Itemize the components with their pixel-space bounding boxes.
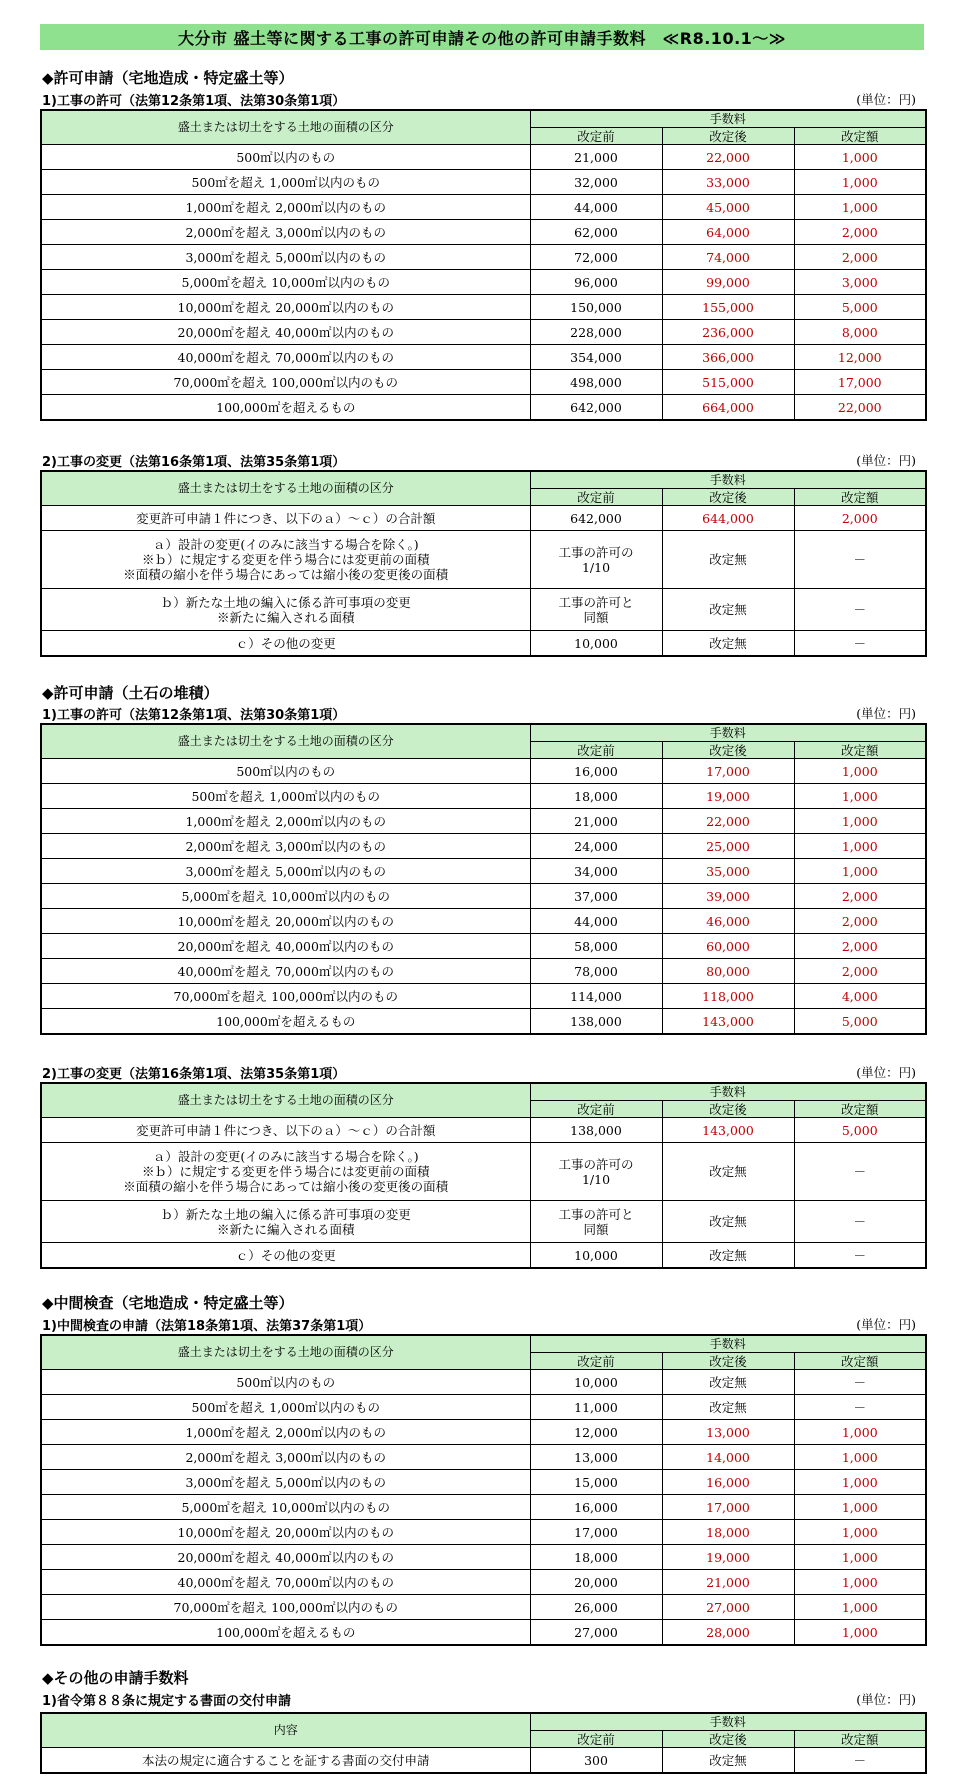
value-diff: 1,000 [794, 859, 926, 884]
table-row [41, 320, 926, 345]
value-diff: － [794, 531, 926, 589]
table-row [41, 1595, 926, 1620]
value-after: 143,000 [662, 1118, 794, 1143]
value-diff: 1,000 [794, 1595, 926, 1620]
value-diff: 1,000 [794, 1570, 926, 1595]
row-label: 70,000㎡を超え 100,000㎡以内のもの [41, 984, 530, 1009]
value-before: 96,000 [530, 270, 662, 295]
value-before: 16,000 [530, 1495, 662, 1520]
table-row [41, 984, 926, 1009]
value-after: 25,000 [662, 834, 794, 859]
value-before: 21,000 [530, 809, 662, 834]
row-label: 1,000㎡を超え 2,000㎡以内のもの [41, 1420, 530, 1445]
value-diff: 1,000 [794, 809, 926, 834]
value-diff: 17,000 [794, 370, 926, 395]
row-label: ａ）設計の変更(イのみに該当する場合を除く。) ※ｂ）に規定する変更を伴う場合には変更前の面積 ※面積の縮小を伴う場合にあっては縮小後の変更後の面積 [41, 531, 530, 589]
value-after: 143,000 [662, 1009, 794, 1035]
table-row [41, 959, 926, 984]
row-label: 1,000㎡を超え 2,000㎡以内のもの [41, 809, 530, 834]
value-after: 33,000 [662, 170, 794, 195]
table-row [41, 1495, 926, 1520]
table-row [41, 859, 926, 884]
value-diff: 1,000 [794, 195, 926, 220]
value-before: 18,000 [530, 784, 662, 809]
table-row [41, 589, 926, 631]
header-after: 改定後 [662, 1353, 794, 1370]
table-row [41, 934, 926, 959]
value-before: 72,000 [530, 245, 662, 270]
row-label: 100,000㎡を超えるもの [41, 1620, 530, 1646]
header-before: 改定前 [530, 1731, 662, 1748]
value-after: 改定無 [662, 1143, 794, 1201]
fee-table-permit-soil [40, 723, 927, 1035]
table-row [41, 1009, 926, 1035]
value-diff: 5,000 [794, 295, 926, 320]
value-before: 工事の許可の 1/10 [530, 1143, 662, 1201]
value-after: 改定無 [662, 631, 794, 657]
table-row [41, 220, 926, 245]
value-after: 27,000 [662, 1595, 794, 1620]
value-after: 改定無 [662, 1748, 794, 1774]
value-diff: 1,000 [794, 1420, 926, 1445]
value-after: 改定無 [662, 1201, 794, 1243]
table-row [41, 784, 926, 809]
value-diff: 5,000 [794, 1118, 926, 1143]
header-after: 改定後 [662, 489, 794, 506]
value-after: 118,000 [662, 984, 794, 1009]
value-before: 32,000 [530, 170, 662, 195]
value-before: 138,000 [530, 1009, 662, 1035]
table-row [41, 245, 926, 270]
table-row [41, 1201, 926, 1243]
value-after: 80,000 [662, 959, 794, 984]
value-after: 74,000 [662, 245, 794, 270]
table-row [41, 1370, 926, 1395]
value-after: 22,000 [662, 809, 794, 834]
header-diff: 改定額 [794, 1731, 926, 1748]
value-diff: 1,000 [794, 1520, 926, 1545]
row-label: 40,000㎡を超え 70,000㎡以内のもの [41, 1570, 530, 1595]
value-after: 改定無 [662, 1395, 794, 1420]
unit-label: (単位：円) [856, 92, 916, 107]
header-fee: 手数料 [530, 724, 926, 742]
row-label: 2,000㎡を超え 3,000㎡以内のもの [41, 1445, 530, 1470]
header-after: 改定後 [662, 742, 794, 759]
header-after: 改定後 [662, 1731, 794, 1748]
table-row [41, 1395, 926, 1420]
row-label: 500㎡以内のもの [41, 759, 530, 784]
value-before: 44,000 [530, 195, 662, 220]
table-row [41, 370, 926, 395]
row-label: 40,000㎡を超え 70,000㎡以内のもの [41, 959, 530, 984]
value-diff: － [794, 1243, 926, 1269]
value-before: 18,000 [530, 1545, 662, 1570]
table-row [41, 145, 926, 170]
header-before: 改定前 [530, 1101, 662, 1118]
row-label: 5,000㎡を超え 10,000㎡以内のもの [41, 884, 530, 909]
unit-label: (単位：円) [856, 1317, 916, 1332]
fee-table-change-land [40, 470, 927, 657]
header-diff: 改定額 [794, 128, 926, 145]
value-before: 58,000 [530, 934, 662, 959]
header-fee: 手数料 [530, 1335, 926, 1353]
value-diff: 22,000 [794, 395, 926, 421]
table-row [41, 909, 926, 934]
value-diff: 2,000 [794, 506, 926, 531]
row-label: 変更許可申請１件につき、以下のａ）～ｃ）の合計額 [41, 1118, 530, 1143]
table-row [41, 270, 926, 295]
value-after: 16,000 [662, 1470, 794, 1495]
value-after: 35,000 [662, 859, 794, 884]
row-label: 本法の規定に適合することを証する書面の交付申請 [41, 1748, 530, 1774]
value-before: 300 [530, 1748, 662, 1774]
fee-table-inspection [40, 1334, 927, 1646]
header-area: 盛土または切土をする土地の面積の区分 [41, 1335, 530, 1370]
row-label: 5,000㎡を超え 10,000㎡以内のもの [41, 1495, 530, 1520]
subheading-document-issuance: 1)省令第８８条に規定する書面の交付申請 [42, 1694, 291, 1709]
value-before: 13,000 [530, 1445, 662, 1470]
section-heading-permit-land: ◆許可申請（宅地造成・特定盛土等） [42, 69, 294, 87]
header-diff: 改定額 [794, 742, 926, 759]
row-label: 5,000㎡を超え 10,000㎡以内のもの [41, 270, 530, 295]
header-fee: 手数料 [530, 1083, 926, 1101]
table-row [41, 1570, 926, 1595]
value-before: 498,000 [530, 370, 662, 395]
value-diff: 5,000 [794, 1009, 926, 1035]
row-label: ｂ）新たな土地の編入に係る許可事項の変更 ※新たに編入される面積 [41, 589, 530, 631]
table-row [41, 631, 926, 657]
header-area: 盛土または切土をする土地の面積の区分 [41, 724, 530, 759]
value-diff: － [794, 1748, 926, 1774]
value-diff: 1,000 [794, 170, 926, 195]
header-before: 改定前 [530, 128, 662, 145]
row-label: 2,000㎡を超え 3,000㎡以内のもの [41, 834, 530, 859]
header-fee: 手数料 [530, 1713, 926, 1731]
value-before: 10,000 [530, 631, 662, 657]
value-before: 24,000 [530, 834, 662, 859]
row-label: 20,000㎡を超え 40,000㎡以内のもの [41, 1545, 530, 1570]
value-after: 366,000 [662, 345, 794, 370]
row-label: 10,000㎡を超え 20,000㎡以内のもの [41, 909, 530, 934]
value-after: 64,000 [662, 220, 794, 245]
value-after: 515,000 [662, 370, 794, 395]
row-label: 40,000㎡を超え 70,000㎡以内のもの [41, 345, 530, 370]
row-label: 100,000㎡を超えるもの [41, 1009, 530, 1035]
value-after: 45,000 [662, 195, 794, 220]
table-row [41, 195, 926, 220]
row-label: 2,000㎡を超え 3,000㎡以内のもの [41, 220, 530, 245]
value-before: 150,000 [530, 295, 662, 320]
value-before: 44,000 [530, 909, 662, 934]
value-after: 改定無 [662, 1370, 794, 1395]
value-diff: 2,000 [794, 934, 926, 959]
value-diff: － [794, 1143, 926, 1201]
value-after: 19,000 [662, 1545, 794, 1570]
header-diff: 改定額 [794, 1353, 926, 1370]
value-after: 28,000 [662, 1620, 794, 1646]
unit-label: (単位：円) [856, 1692, 916, 1707]
value-before: 15,000 [530, 1470, 662, 1495]
row-label: ａ）設計の変更(イのみに該当する場合を除く。) ※ｂ）に規定する変更を伴う場合には変更前の面積 ※面積の縮小を伴う場合にあっては縮小後の変更後の面積 [41, 1143, 530, 1201]
table-row [41, 1470, 926, 1495]
value-after: 13,000 [662, 1420, 794, 1445]
table-row [41, 834, 926, 859]
row-label: ｃ）その他の変更 [41, 631, 530, 657]
value-before: 114,000 [530, 984, 662, 1009]
value-diff: 2,000 [794, 245, 926, 270]
value-after: 改定無 [662, 531, 794, 589]
value-before: 10,000 [530, 1243, 662, 1269]
table-row [41, 1445, 926, 1470]
header-content: 内容 [41, 1713, 530, 1748]
fee-table-other [40, 1712, 927, 1774]
value-diff: 1,000 [794, 1445, 926, 1470]
value-diff: － [794, 1201, 926, 1243]
row-label: 変更許可申請１件につき、以下のａ）～ｃ）の合計額 [41, 506, 530, 531]
row-label: 1,000㎡を超え 2,000㎡以内のもの [41, 195, 530, 220]
subheading-construction-change: 2)工事の変更（法第16条第1項、法第35条第1項） [42, 455, 346, 470]
value-diff: 2,000 [794, 959, 926, 984]
value-before: 642,000 [530, 395, 662, 421]
table-row [41, 295, 926, 320]
value-before: 642,000 [530, 506, 662, 531]
row-label: 20,000㎡を超え 40,000㎡以内のもの [41, 934, 530, 959]
unit-label: (単位：円) [856, 1065, 916, 1080]
value-diff: 2,000 [794, 884, 926, 909]
row-label: 20,000㎡を超え 40,000㎡以内のもの [41, 320, 530, 345]
header-area: 盛土または切土をする土地の面積の区分 [41, 110, 530, 145]
table-row [41, 884, 926, 909]
value-diff: － [794, 1395, 926, 1420]
value-before: 12,000 [530, 1420, 662, 1445]
value-after: 60,000 [662, 934, 794, 959]
section-heading-interim-inspection: ◆中間検査（宅地造成・特定盛土等） [42, 1294, 294, 1312]
row-label: 500㎡以内のもの [41, 145, 530, 170]
value-after: 改定無 [662, 589, 794, 631]
value-before: 354,000 [530, 345, 662, 370]
table-row [41, 506, 926, 531]
value-diff: － [794, 631, 926, 657]
value-diff: 1,000 [794, 1495, 926, 1520]
value-after: 22,000 [662, 145, 794, 170]
value-after: 19,000 [662, 784, 794, 809]
fee-table-permit-land [40, 109, 927, 421]
table-row [41, 1420, 926, 1445]
value-before: 10,000 [530, 1370, 662, 1395]
fee-table-change-soil [40, 1082, 927, 1269]
header-area: 盛土または切土をする土地の面積の区分 [41, 1083, 530, 1118]
value-before: 21,000 [530, 145, 662, 170]
row-label: 10,000㎡を超え 20,000㎡以内のもの [41, 295, 530, 320]
value-diff: 1,000 [794, 1545, 926, 1570]
value-diff: 1,000 [794, 834, 926, 859]
value-diff: － [794, 589, 926, 631]
value-after: 39,000 [662, 884, 794, 909]
value-before: 17,000 [530, 1520, 662, 1545]
header-after: 改定後 [662, 128, 794, 145]
table-row [41, 759, 926, 784]
value-after: 99,000 [662, 270, 794, 295]
value-after: 236,000 [662, 320, 794, 345]
value-after: 17,000 [662, 1495, 794, 1520]
value-before: 26,000 [530, 1595, 662, 1620]
header-diff: 改定額 [794, 1101, 926, 1118]
row-label: 70,000㎡を超え 100,000㎡以内のもの [41, 1595, 530, 1620]
value-diff: － [794, 1370, 926, 1395]
table-row [41, 1520, 926, 1545]
value-before: 11,000 [530, 1395, 662, 1420]
value-diff: 1,000 [794, 759, 926, 784]
subheading-construction-permit: 1)工事の許可（法第12条第1項、法第30条第1項） [42, 94, 346, 109]
subheading-construction-change: 2)工事の変更（法第16条第1項、法第35条第1項） [42, 1067, 346, 1082]
value-after: 改定無 [662, 1243, 794, 1269]
value-after: 664,000 [662, 395, 794, 421]
row-label: 500㎡を超え 1,000㎡以内のもの [41, 784, 530, 809]
value-diff: 12,000 [794, 345, 926, 370]
value-after: 18,000 [662, 1520, 794, 1545]
value-after: 155,000 [662, 295, 794, 320]
row-label: 500㎡を超え 1,000㎡以内のもの [41, 170, 530, 195]
value-before: 工事の許可の 1/10 [530, 531, 662, 589]
table-row [41, 1143, 926, 1201]
table-row [41, 531, 926, 589]
table-row [41, 1545, 926, 1570]
subheading-construction-permit: 1)工事の許可（法第12条第1項、法第30条第1項） [42, 708, 346, 723]
value-before: 34,000 [530, 859, 662, 884]
value-before: 138,000 [530, 1118, 662, 1143]
header-fee: 手数料 [530, 471, 926, 489]
row-label: 3,000㎡を超え 5,000㎡以内のもの [41, 245, 530, 270]
header-area: 盛土または切土をする土地の面積の区分 [41, 471, 530, 506]
value-after: 46,000 [662, 909, 794, 934]
header-diff: 改定額 [794, 489, 926, 506]
unit-label: (単位：円) [856, 706, 916, 721]
table-row [41, 1118, 926, 1143]
value-diff: 8,000 [794, 320, 926, 345]
value-diff: 2,000 [794, 909, 926, 934]
header-before: 改定前 [530, 1353, 662, 1370]
value-diff: 2,000 [794, 220, 926, 245]
unit-label: (単位：円) [856, 453, 916, 468]
value-diff: 1,000 [794, 145, 926, 170]
table-row [41, 1243, 926, 1269]
header-fee: 手数料 [530, 110, 926, 128]
row-label: 500㎡を超え 1,000㎡以内のもの [41, 1395, 530, 1420]
row-label: 70,000㎡を超え 100,000㎡以内のもの [41, 370, 530, 395]
header-before: 改定前 [530, 742, 662, 759]
value-before: 工事の許可と 同額 [530, 1201, 662, 1243]
row-label: ｃ）その他の変更 [41, 1243, 530, 1269]
header-after: 改定後 [662, 1101, 794, 1118]
row-label: 3,000㎡を超え 5,000㎡以内のもの [41, 859, 530, 884]
row-label: 100,000㎡を超えるもの [41, 395, 530, 421]
value-before: 62,000 [530, 220, 662, 245]
header-before: 改定前 [530, 489, 662, 506]
value-before: 228,000 [530, 320, 662, 345]
table-row [41, 809, 926, 834]
value-before: 37,000 [530, 884, 662, 909]
section-heading-permit-soil: ◆許可申請（土石の堆積） [42, 684, 219, 702]
row-label: 10,000㎡を超え 20,000㎡以内のもの [41, 1520, 530, 1545]
table-row [41, 1620, 926, 1646]
value-after: 17,000 [662, 759, 794, 784]
section-heading-other: ◆その他の申請手数料 [42, 1669, 189, 1687]
table-row [41, 170, 926, 195]
table-row [41, 395, 926, 421]
value-before: 16,000 [530, 759, 662, 784]
row-label: 500㎡以内のもの [41, 1370, 530, 1395]
subheading-inspection-application: 1)中間検査の申請（法第18条第1項、法第37条第1項） [42, 1319, 372, 1334]
table-row [41, 1748, 926, 1774]
value-diff: 4,000 [794, 984, 926, 1009]
table-row [41, 345, 926, 370]
value-after: 14,000 [662, 1445, 794, 1470]
value-before: 20,000 [530, 1570, 662, 1595]
value-after: 21,000 [662, 1570, 794, 1595]
value-diff: 3,000 [794, 270, 926, 295]
row-label: 3,000㎡を超え 5,000㎡以内のもの [41, 1470, 530, 1495]
row-label: ｂ）新たな土地の編入に係る許可事項の変更 ※新たに編入される面積 [41, 1201, 530, 1243]
value-diff: 1,000 [794, 784, 926, 809]
value-diff: 1,000 [794, 1470, 926, 1495]
value-before: 78,000 [530, 959, 662, 984]
value-before: 工事の許可と 同額 [530, 589, 662, 631]
value-after: 644,000 [662, 506, 794, 531]
value-diff: 1,000 [794, 1620, 926, 1646]
value-before: 27,000 [530, 1620, 662, 1646]
document-title: 大分市 盛土等に関する工事の許可申請その他の許可申請手数料 ≪R8.10.1～≫ [40, 24, 924, 50]
